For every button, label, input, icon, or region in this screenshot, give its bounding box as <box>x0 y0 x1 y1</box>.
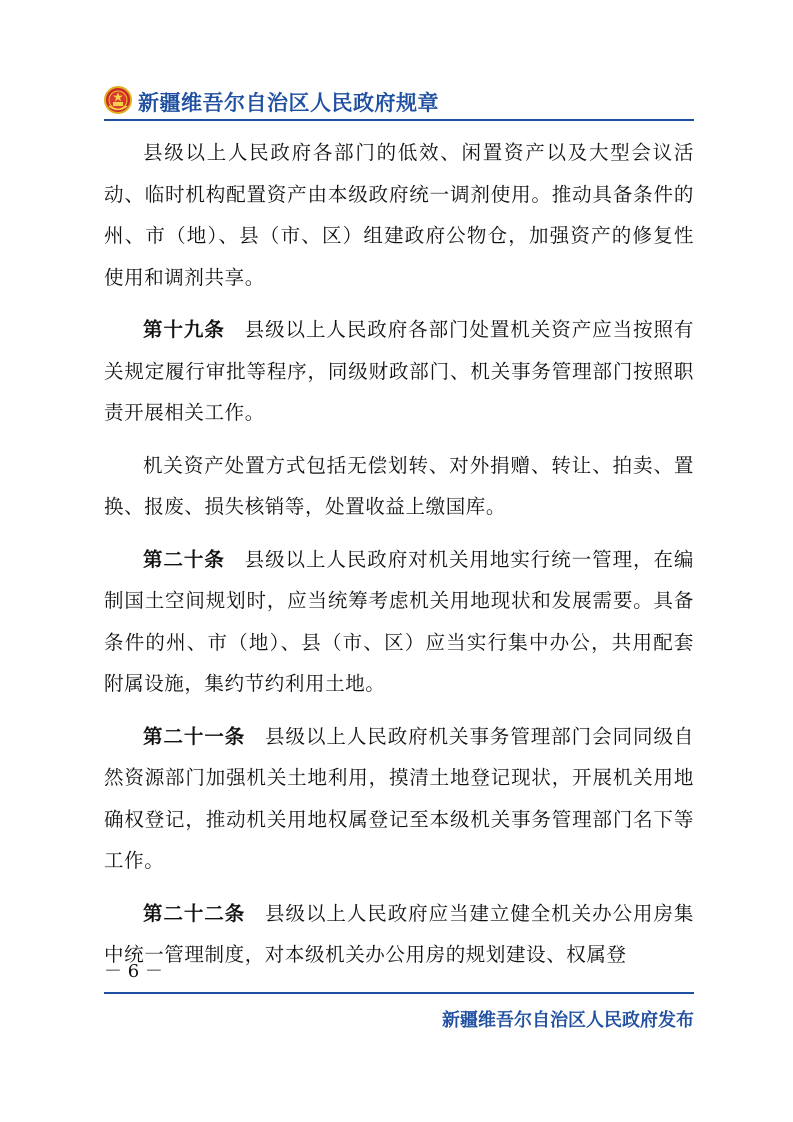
article-number: 第二十二条 <box>143 901 246 925</box>
paragraph-text: 县级以上人民政府对机关用地实行统一管理，在编制国土空间规划时，应当统筹考虑机关用地现状和发展需要。具备条件的州、市（地）、县（市、区）应当实行集中办公，共用配套附属设施，集约节约利用土地。 <box>104 547 695 695</box>
article-paragraph <box>104 309 694 434</box>
header-divider <box>104 119 694 121</box>
paragraph <box>104 132 694 298</box>
document-body <box>104 132 694 976</box>
paragraph-text: 机关资产处置方式包括无偿划转、对外捐赠、转让、拍卖、置换、报废、损失核销等，处置收益上缴国库。 <box>104 453 694 518</box>
paragraph-text: 县级以上人民政府各部门的低效、闲置资产以及大型会议活动、临时机构配置资产由本级政府统一调剂使用。推动具备条件的州、市（地）、县（市、区）组建政府公物仓，加强资产的修复性使用和调剂共享。 <box>104 141 694 289</box>
article-number: 第二十条 <box>143 547 225 571</box>
paragraph-text: 县级以上人民政府机关事务管理部门会同同级自然资源部门加强机关土地利用，摸清土地登记现状，开展机关用地确权登记，推动机关用地权属登记至本级机关事务管理部门名下等工作。 <box>104 724 694 872</box>
paragraph-text: 县级以上人民政府应当建立健全机关办公用房集中统一管理制度，对本级机关办公用房的规划建设、权属登 <box>104 901 694 966</box>
article-paragraph <box>104 716 694 882</box>
header-title: 新疆维吾尔自治区人民政府规章 <box>138 91 439 115</box>
national-emblem-icon <box>104 86 132 114</box>
article-number: 第十九条 <box>143 318 225 341</box>
paragraph <box>104 445 694 528</box>
footer-publisher: 新疆维吾尔自治区人民政府发布 <box>442 1010 694 1031</box>
article-paragraph <box>104 893 694 976</box>
article-paragraph <box>104 539 694 705</box>
paragraph-text: 县级以上人民政府各部门处置机关资产应当按照有关规定履行审批等程序，同级财政部门、机关事务管理部门按照职责开展相关工作。 <box>104 318 695 424</box>
article-number: 第二十一条 <box>143 724 246 748</box>
footer-divider <box>104 992 694 994</box>
page-header <box>104 86 694 116</box>
page-number: － 6 － <box>104 961 163 982</box>
